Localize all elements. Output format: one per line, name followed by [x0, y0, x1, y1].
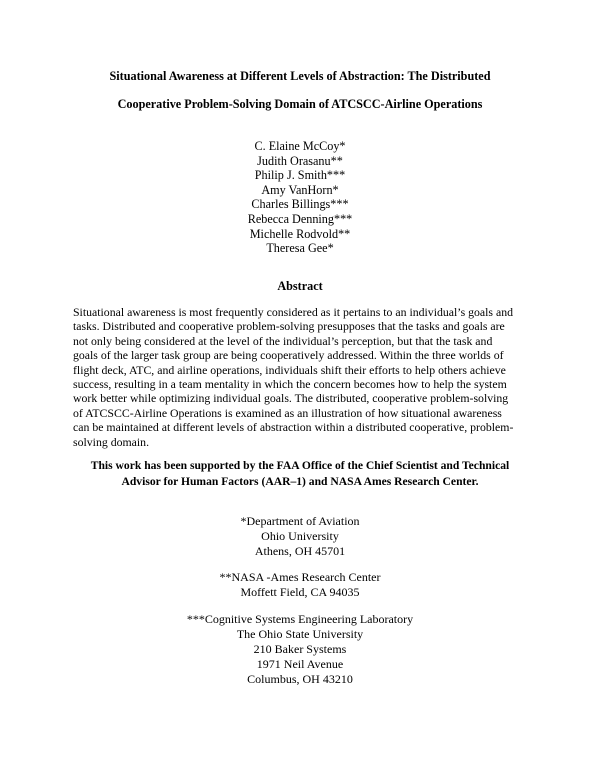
- affiliation-line: Athens, OH 45701: [254, 544, 346, 558]
- abstract-line: of ATCSCC-Airline Operations is examined as an illustration of how situational awareness: [73, 405, 502, 420]
- funding-statement: [60, 458, 540, 490]
- abstract-line: success, resulting in a team mentality in which the concern becomes how to help the system: [73, 377, 507, 392]
- author-list: [150, 139, 450, 256]
- abstract-line: flight deck, ATC, and airline operations, individuals shift their efforts to help others achieve: [73, 362, 506, 377]
- abstract-heading: Abstract: [277, 279, 323, 293]
- author: Theresa Gee*: [266, 241, 334, 256]
- funding-line: Advisor for Human Factors (AAR–1) and NASA Ames Research Center.: [121, 475, 479, 488]
- affiliation-line: Moffett Field, CA 94035: [240, 585, 360, 599]
- abstract-line: can be maintained at different levels of abstraction within a distributed cooperative, problem-: [73, 420, 514, 435]
- abstract-line: not only being considered at the level of the individual’s perception, but that the task and: [73, 333, 493, 348]
- author: Charles Billings***: [251, 197, 349, 212]
- abstract-line: solving domain.: [73, 434, 150, 449]
- affiliation-line: 210 Baker Systems: [253, 642, 347, 656]
- author: Judith Orasanu**: [257, 153, 343, 168]
- affiliation-line: Columbus, OH 43210: [247, 672, 353, 686]
- abstract-body: [73, 305, 531, 449]
- author: Rebecca Denning***: [247, 211, 353, 226]
- affiliation-line: **NASA -Ames Research Center: [219, 570, 381, 584]
- title-line-2: Cooperative Problem-Solving Domain of ATCSCC-Airline Operations: [117, 97, 483, 111]
- title-line-1: Situational Awareness at Different Levels of Abstraction: The Distributed: [109, 69, 491, 83]
- abstract-line: goals of the larger task group are being cooperatively addressed. Within the three worlds of: [73, 348, 504, 363]
- affiliation-nasa-ames: [150, 570, 450, 600]
- abstract-line: tasks. Distributed and cooperative problem-solving presupposes that the tasks and goals are: [73, 319, 505, 334]
- affiliation-line: *Department of Aviation: [240, 514, 360, 528]
- author: Philip J. Smith***: [254, 168, 346, 183]
- affiliation-line: ***Cognitive Systems Engineering Laboratory: [186, 612, 414, 626]
- affiliation-line: 1971 Neil Avenue: [256, 657, 344, 671]
- affiliation-line: Ohio University: [261, 529, 339, 543]
- author: Amy VanHorn*: [261, 182, 339, 197]
- author: Michelle Rodvold**: [249, 226, 351, 241]
- abstract-line: work better while optimizing individual goals. The distributed, cooperative problem-solving: [73, 391, 509, 406]
- affiliation-line: The Ohio State University: [236, 627, 364, 641]
- abstract-line: Situational awareness is most frequently considered as it pertains to an individual’s goals and: [73, 305, 513, 319]
- author: C. Elaine McCoy*: [254, 139, 346, 153]
- affiliation-ohio-university: [150, 514, 450, 559]
- affiliation-ohio-state: [150, 612, 450, 687]
- funding-line: This work has been supported by the FAA Office of the Chief Scientist and Technical: [90, 459, 510, 472]
